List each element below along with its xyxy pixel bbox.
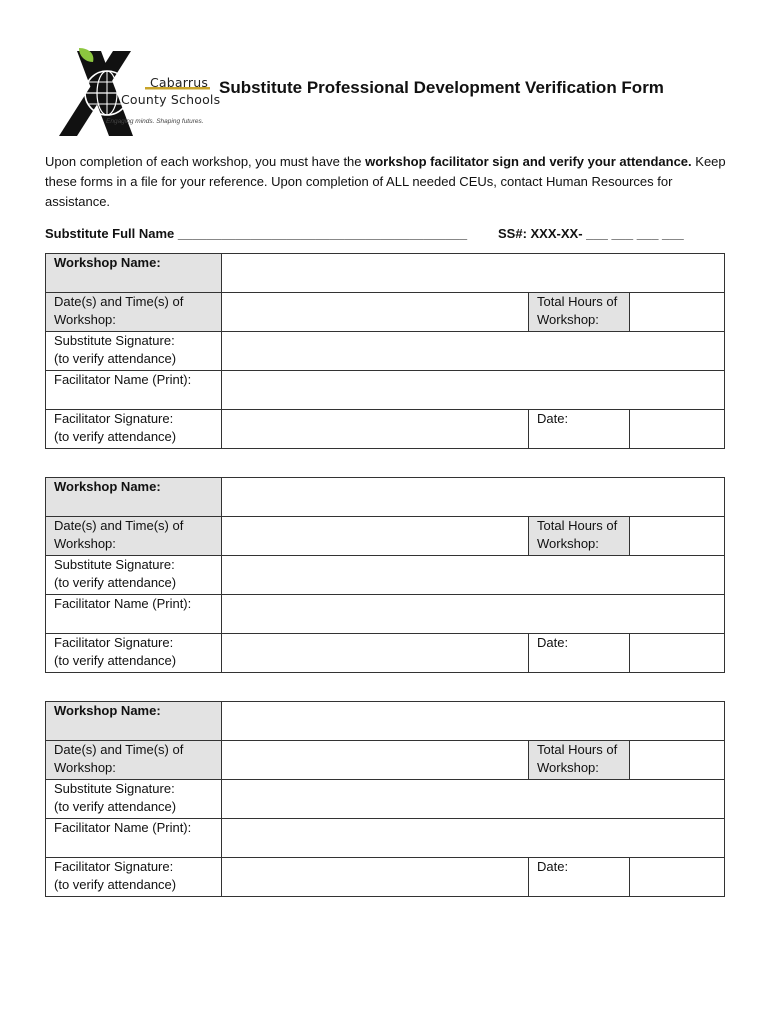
form-title: Substitute Professional Development Verification Form [219, 78, 664, 97]
cabarrus-county-schools-logo [55, 48, 221, 140]
workshop-block-3 [45, 701, 725, 897]
facilitator-name-field[interactable] [222, 371, 725, 410]
facilitator-name-label: Facilitator Name (Print): [46, 595, 222, 634]
ss-number-field-label[interactable]: SS#: XXX-XX- ___ ___ ___ ___ [498, 226, 684, 241]
total-hours-field[interactable] [630, 293, 725, 332]
logo-tagline: Engaging minds. Shaping futures. [106, 118, 204, 125]
substitute-signature-label: Substitute Signature: (to verify attendance) [46, 780, 222, 819]
substitute-signature-field[interactable] [222, 556, 725, 595]
substitute-signature-label: Substitute Signature: (to verify attendance) [46, 556, 222, 595]
facilitator-name-label: Facilitator Name (Print): [46, 371, 222, 410]
workshop-block-1 [45, 253, 725, 449]
facilitator-signature-label: Facilitator Signature: (to verify attendance) [46, 410, 222, 449]
facilitator-signature-label: Facilitator Signature: (to verify attendance) [46, 858, 222, 897]
workshop-name-field[interactable] [222, 478, 725, 517]
facilitator-name-field[interactable] [222, 819, 725, 858]
total-hours-label: Total Hours of Workshop: [529, 741, 630, 780]
date-field[interactable] [630, 634, 725, 673]
facilitator-signature-label: Facilitator Signature: (to verify attendance) [46, 634, 222, 673]
facilitator-signature-field[interactable] [222, 858, 529, 897]
dates-times-field[interactable] [222, 741, 529, 780]
workshop-name-field[interactable] [222, 702, 725, 741]
workshop-name-label: Workshop Name: [46, 478, 222, 517]
substitute-signature-field[interactable] [222, 332, 725, 371]
logo-line-2: County Schools [121, 92, 221, 107]
intro-text-2: Keep these forms in a file for your reference. Upon completion of ALL needed CEUs, contact Human Resources for assistance. [45, 154, 726, 209]
facilitator-name-field[interactable] [222, 595, 725, 634]
total-hours-label: Total Hours of Workshop: [529, 293, 630, 332]
total-hours-field[interactable] [630, 517, 725, 556]
date-label: Date: [529, 634, 630, 673]
dates-times-field[interactable] [222, 517, 529, 556]
intro-bold-text: workshop facilitator sign and verify your attendance. [365, 154, 692, 169]
full-name-field-label[interactable]: Substitute Full Name ________________________________________ [45, 226, 468, 241]
date-field[interactable] [630, 858, 725, 897]
dates-times-label: Date(s) and Time(s) of Workshop: [46, 293, 222, 332]
facilitator-name-label: Facilitator Name (Print): [46, 819, 222, 858]
workshop-name-label: Workshop Name: [46, 254, 222, 293]
dates-times-label: Date(s) and Time(s) of Workshop: [46, 517, 222, 556]
date-field[interactable] [630, 410, 725, 449]
intro-text-1: Upon completion of each workshop, you must have the [45, 154, 366, 169]
total-hours-field[interactable] [630, 741, 725, 780]
facilitator-signature-field[interactable] [222, 410, 529, 449]
date-label: Date: [529, 858, 630, 897]
facilitator-signature-field[interactable] [222, 634, 529, 673]
workshop-block-2 [45, 477, 725, 673]
intro-paragraph [45, 152, 735, 212]
logo-line-1: Cabarrus [150, 75, 209, 90]
dates-times-label: Date(s) and Time(s) of Workshop: [46, 741, 222, 780]
substitute-signature-label: Substitute Signature: (to verify attendance) [46, 332, 222, 371]
substitute-signature-field[interactable] [222, 780, 725, 819]
total-hours-label: Total Hours of Workshop: [529, 517, 630, 556]
workshop-name-field[interactable] [222, 254, 725, 293]
workshop-name-label: Workshop Name: [46, 702, 222, 741]
dates-times-field[interactable] [222, 293, 529, 332]
name-line [45, 226, 735, 241]
date-label: Date: [529, 410, 630, 449]
